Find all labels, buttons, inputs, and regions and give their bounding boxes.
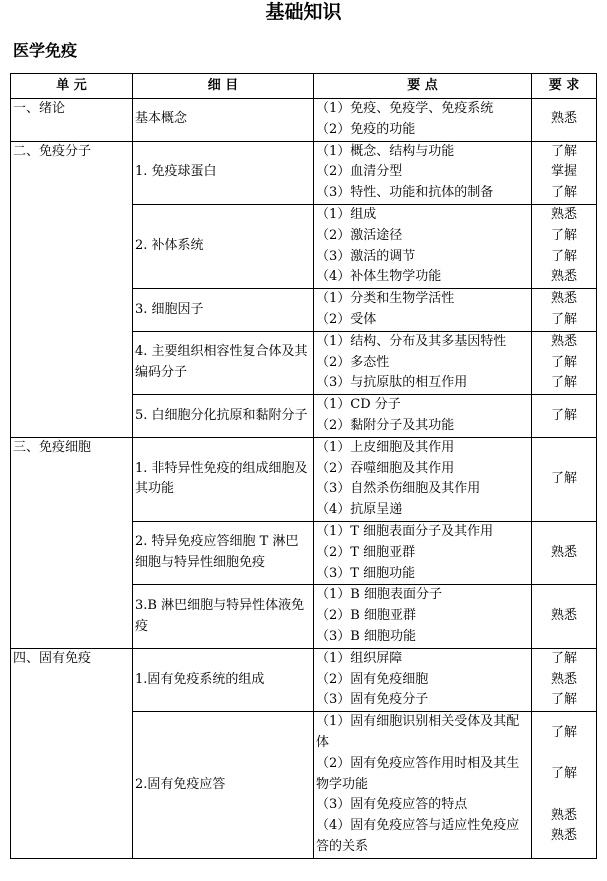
- point-line: （2）固有免疫细胞: [316, 671, 429, 687]
- req-line: 熟悉: [550, 807, 577, 823]
- point-line: （3）自然杀伤细胞及其作用: [316, 481, 481, 497]
- point-line: （1）概念、结构与功能: [316, 143, 455, 159]
- point-line: （2）T 细胞亚群: [316, 544, 416, 560]
- item-cell: 3. 细胞因子: [133, 289, 314, 332]
- point-line: （1）CD 分子: [316, 397, 401, 413]
- points-cell: [314, 712, 532, 859]
- table-row: [11, 437, 597, 521]
- req-line: 掌握: [550, 164, 577, 180]
- point-line: （2）黏附分子及其功能: [316, 417, 455, 433]
- req-line: 了解: [550, 375, 577, 391]
- point-line: （2）血清分型: [316, 164, 403, 180]
- points-cell: [314, 521, 532, 584]
- req-line: 熟悉: [550, 608, 577, 624]
- req-line: 了解: [550, 724, 577, 740]
- item-cell: 3.B 淋巴细胞与特异性体液免疫: [133, 585, 314, 648]
- req-cell: [532, 437, 597, 521]
- points-cell: [314, 289, 532, 332]
- point-line: （3）固有免疫应答的特点: [316, 797, 468, 813]
- table-row: [11, 648, 597, 711]
- point-line: （1）免疫、免疫学、免疫系统: [316, 101, 494, 116]
- req-line: 熟悉: [550, 544, 577, 560]
- unit-cell: 三、免疫细胞: [11, 437, 133, 648]
- req-line: 熟悉: [550, 111, 577, 127]
- section-title: 医学免疫: [13, 41, 78, 60]
- item-cell: 1. 非特异性免疫的组成细胞及其功能: [133, 437, 314, 521]
- req-line: [534, 743, 594, 764]
- req-cell: [532, 648, 597, 711]
- req-line: 了解: [550, 470, 577, 486]
- point-line: （3）与抗原肽的相互作用: [316, 375, 468, 391]
- req-line: 了解: [550, 692, 577, 708]
- item-cell: 2. 特异免疫应答细胞 T 淋巴细胞与特异性细胞免疫: [133, 521, 314, 584]
- point-line: （3）特性、功能和抗体的制备: [316, 185, 494, 201]
- point-line: （2）固有免疫应答作用时相及其生物学功能: [316, 755, 520, 792]
- point-line: （2）受体: [316, 311, 377, 327]
- point-line: （1）结构、分布及其多基因特性: [316, 333, 507, 349]
- item-cell: 4. 主要组织相容性复合体及其编码分子: [133, 331, 314, 394]
- point-line: （2）吞噬细胞及其作用: [316, 460, 455, 476]
- points-cell: [314, 141, 532, 204]
- points-cell: [314, 331, 532, 394]
- req-line: 了解: [550, 248, 577, 264]
- unit-cell: 二、免疫分子: [11, 141, 133, 437]
- header-req: 要 求: [532, 74, 597, 99]
- points-cell: [314, 437, 532, 521]
- point-line: （1）B 细胞表面分子: [316, 587, 442, 603]
- point-line: （1）组成: [316, 206, 377, 222]
- table-row: [11, 141, 597, 204]
- req-line: 熟悉: [550, 291, 577, 307]
- req-cell: [532, 331, 597, 394]
- point-line: （4）补体生物学功能: [316, 269, 442, 285]
- req-cell: [532, 521, 597, 584]
- req-cell: [532, 141, 597, 204]
- point-line: （3）B 细胞功能: [316, 628, 416, 644]
- req-cell: [532, 204, 597, 288]
- req-line: 了解: [550, 227, 577, 243]
- req-cell: [532, 395, 597, 438]
- req-line: 了解: [550, 143, 577, 159]
- req-line: 了解: [550, 185, 577, 201]
- point-line: （3）T 细胞功能: [316, 565, 416, 581]
- item-cell: 2.固有免疫应答: [133, 712, 314, 859]
- point-line: （2）多态性: [316, 354, 390, 370]
- req-line: 熟悉: [550, 828, 577, 844]
- req-line: 熟悉: [550, 206, 577, 222]
- item-cell: 1.固有免疫系统的组成: [133, 648, 314, 711]
- point-line: （4）固有免疫应答与适应性免疫应答的关系: [316, 818, 520, 854]
- point-line: （2）免疫的功能: [316, 121, 416, 137]
- table-header-row: [11, 74, 597, 99]
- req-line: 熟悉: [550, 333, 577, 349]
- req-line: 熟悉: [550, 269, 577, 285]
- req-line: 了解: [550, 766, 577, 782]
- point-line: （1）固有细胞识别相关受体及其配体: [316, 714, 520, 750]
- req-cell: [532, 289, 597, 332]
- header-unit: 单 元: [11, 74, 133, 99]
- req-line: 了解: [550, 407, 577, 423]
- item-cell: 基本概念: [133, 99, 314, 142]
- point-line: （1）分类和生物学活性: [316, 291, 455, 307]
- req-line: 了解: [550, 311, 577, 327]
- item-cell: 5. 白细胞分化抗原和黏附分子: [133, 395, 314, 438]
- point-line: （3）固有免疫分子: [316, 692, 429, 708]
- point-line: （1）上皮细胞及其作用: [316, 439, 455, 455]
- point-line: （4）抗原呈递: [316, 502, 403, 518]
- points-cell: [314, 204, 532, 288]
- item-cell: 2. 补体系统: [133, 204, 314, 288]
- point-line: （1）T 细胞表面分子及其作用: [316, 523, 494, 539]
- req-cell: [532, 585, 597, 648]
- point-line: （2）激活途径: [316, 227, 403, 243]
- req-line: 熟悉: [550, 671, 577, 687]
- header-item: 细 目: [133, 74, 314, 99]
- header-points: 要 点: [314, 74, 532, 99]
- points-cell: [314, 395, 532, 438]
- table-row: [11, 99, 597, 142]
- unit-cell: 四、固有免疫: [11, 648, 133, 858]
- page-title: 基础知识: [265, 1, 342, 23]
- point-line: （1）组织屏障: [316, 650, 403, 666]
- points-cell: [314, 648, 532, 711]
- point-line: （2）B 细胞亚群: [316, 608, 416, 624]
- points-cell: [314, 585, 532, 648]
- req-line: [534, 785, 594, 806]
- req-cell: [532, 712, 597, 859]
- points-cell: [314, 99, 532, 142]
- table-body: [11, 99, 597, 859]
- syllabus-table: [10, 73, 597, 859]
- item-cell: 1. 免疫球蛋白: [133, 141, 314, 204]
- req-line: 了解: [550, 650, 577, 666]
- point-line: （3）激活的调节: [316, 248, 416, 264]
- req-cell: [532, 99, 597, 142]
- unit-cell: 一、绪论: [11, 99, 133, 142]
- req-line: 了解: [550, 354, 577, 370]
